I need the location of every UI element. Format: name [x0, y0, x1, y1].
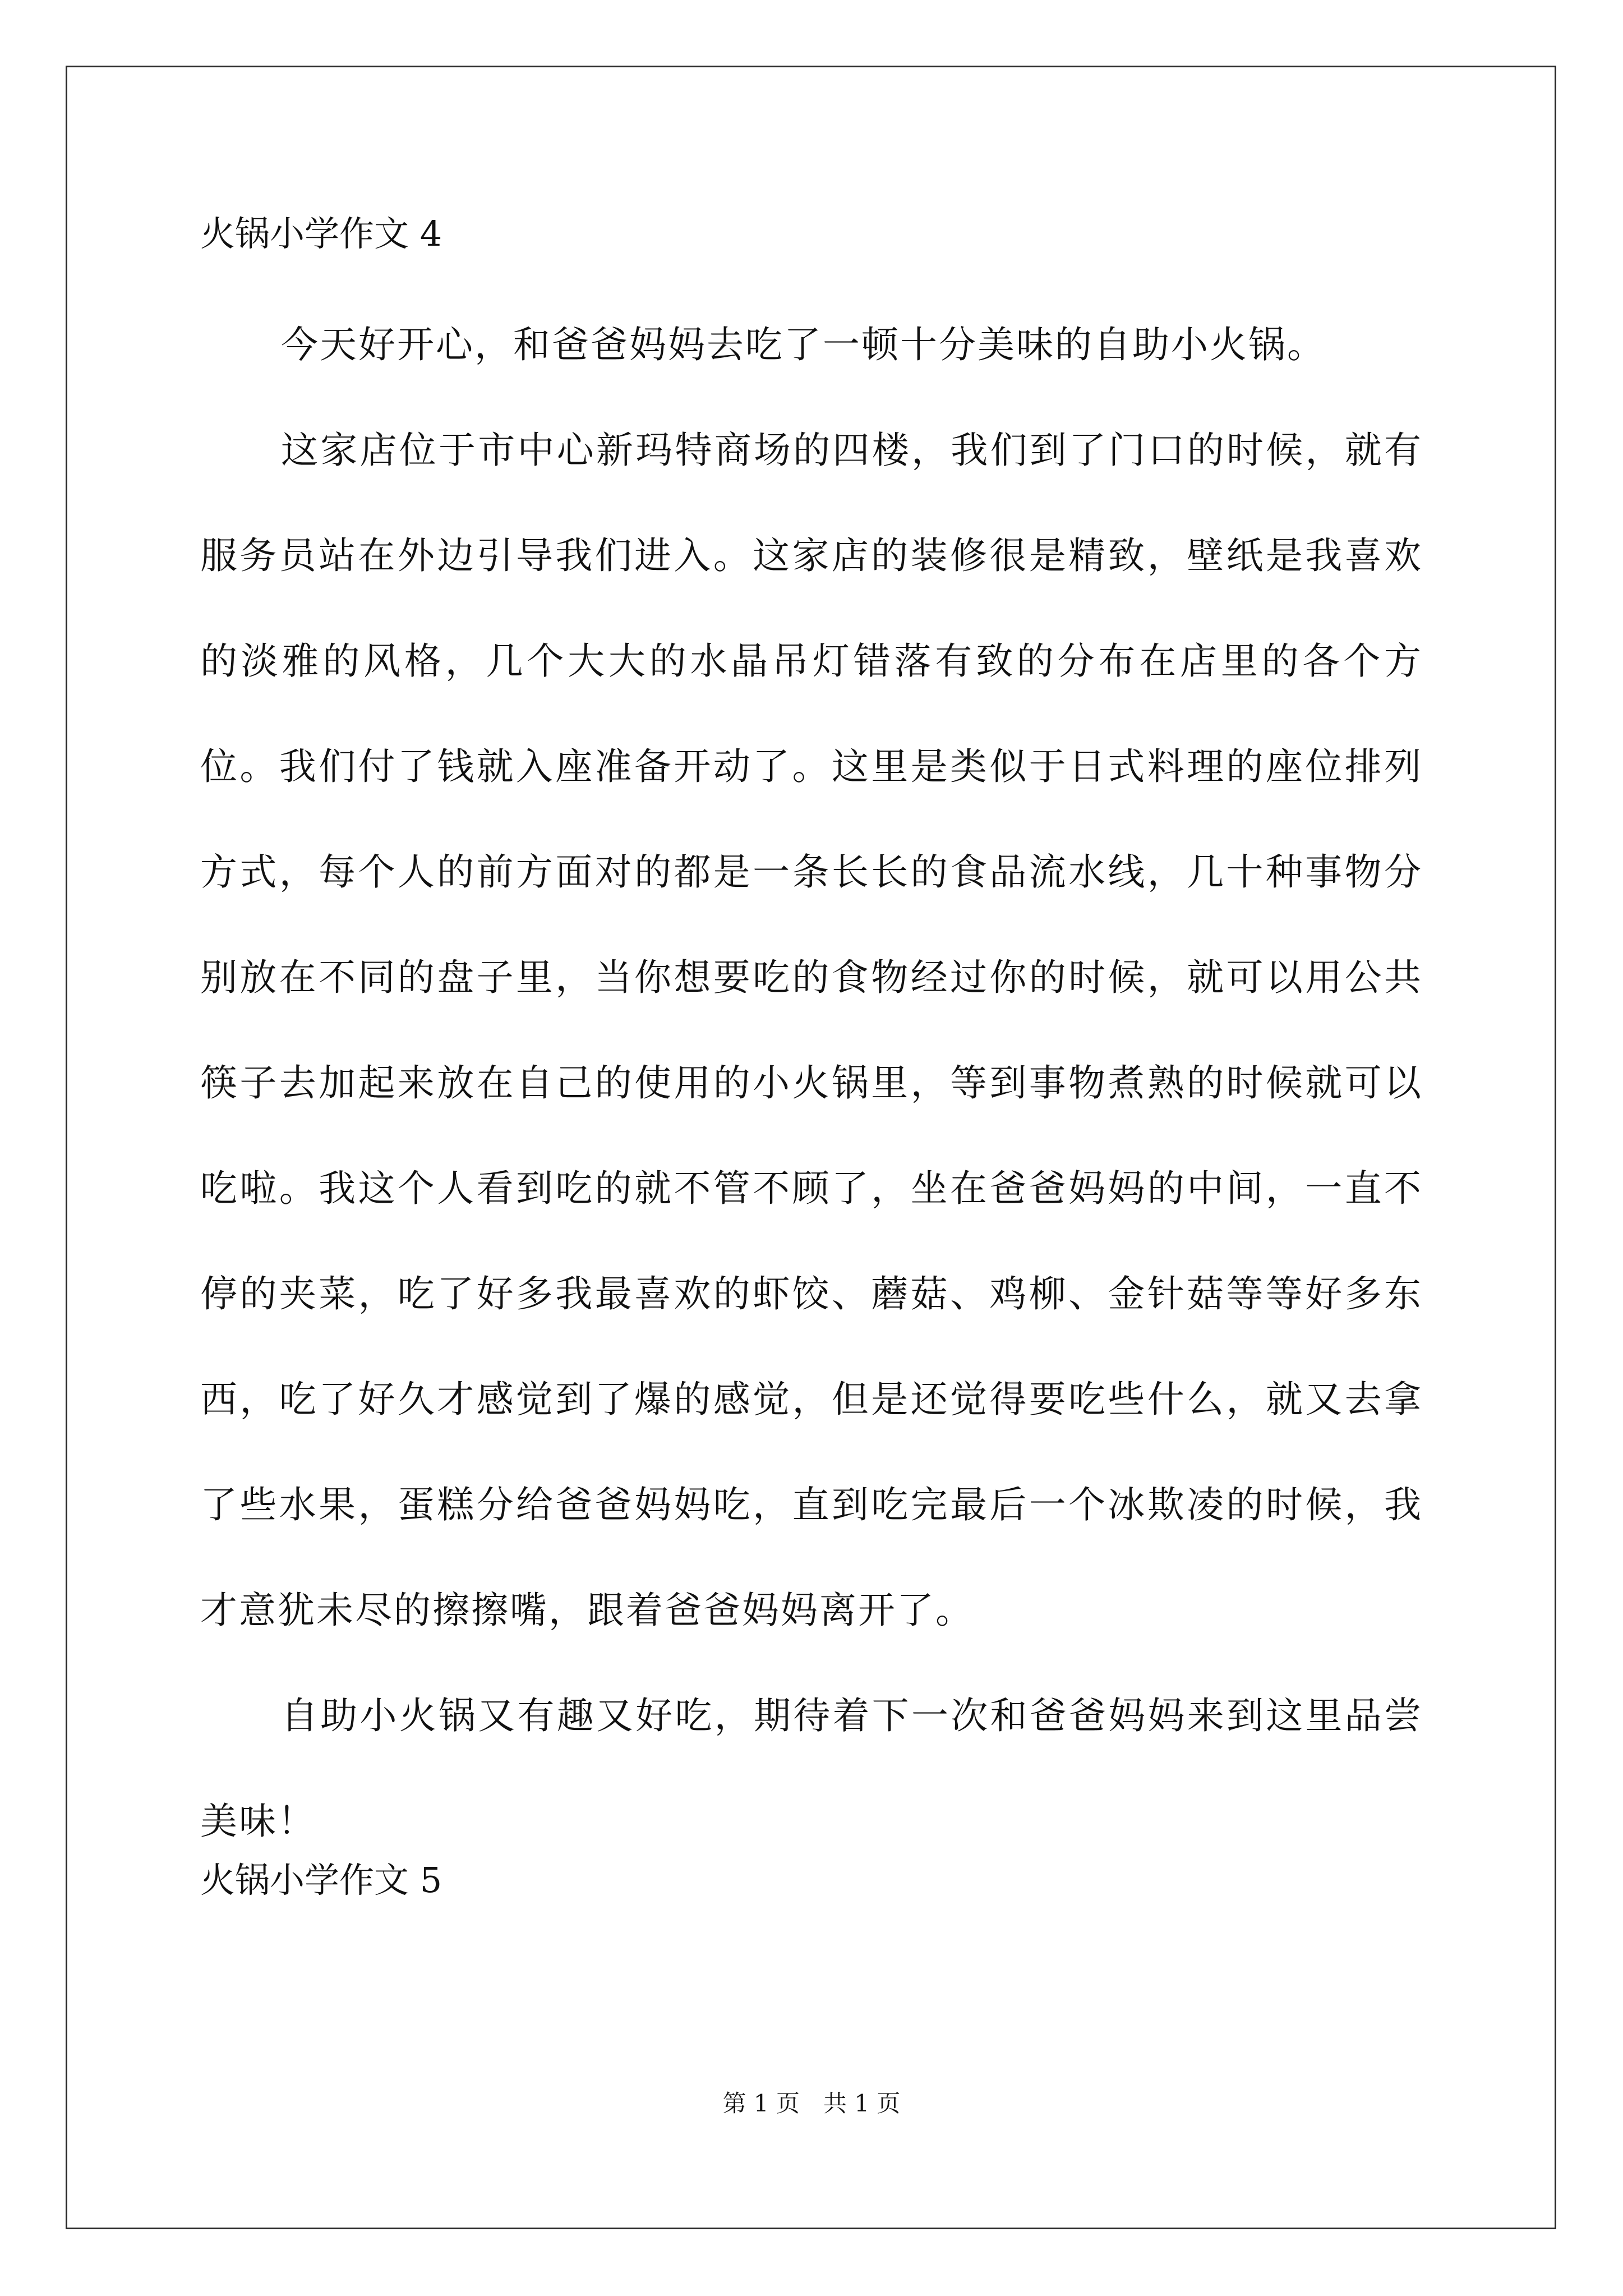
document-body: [200, 205, 1423, 1958]
paragraph-main: 这家店位于市中心新玛特商场的四楼，我们到了门口的时候，就有服务员站在外边引导我们进入。这家店的装修很是精致，壁纸是我喜欢的淡雅的风格，几个大大的水晶吊灯错落有致的分布在店里的各个方位。我们付了钱就入座准备开动了。这里是类似于日式料理的座位排列方式，每个人的前方面对的都是一条长长的食品流水线，几十种事物分别放在不同的盘子里，当你想要吃的食物经过你的时候，就可以用公共筷子去加起来放在自己的使用的小火锅里，等到事物煮熟的时候就可以吃啦。我这个人看到吃的就不管不顾了，坐在爸爸妈妈的中间，一直不停的夹菜，吃了好多我最喜欢的虾饺、蘑菇、鸡柳、金针菇等等好多东西，吃了好久才感觉到了爆的感觉，但是还觉得要吃些什么，就又去拿了些水果，蛋糕分给爸爸妈妈吃，直到吃完最后一个冰欺凌的时候，我才意犹未尽的擦擦嘴，跟着爸爸妈妈离开了。: [200, 429, 1423, 1632]
page-number-footer: 第 1 页 共 1 页: [722, 2090, 901, 2117]
essay-title-4: 火锅小学作文 4: [200, 213, 442, 254]
paragraph-intro: 今天好开心，和爸爸妈妈去吃了一顿十分美味的自助小火锅。: [281, 323, 1326, 366]
paragraph-conclusion: 自助小火锅又有趣又好吃，期待着下一次和爸爸妈妈来到这里品尝美味！: [200, 1694, 1423, 1843]
essay-title-5: 火锅小学作文 5: [200, 1860, 442, 1901]
